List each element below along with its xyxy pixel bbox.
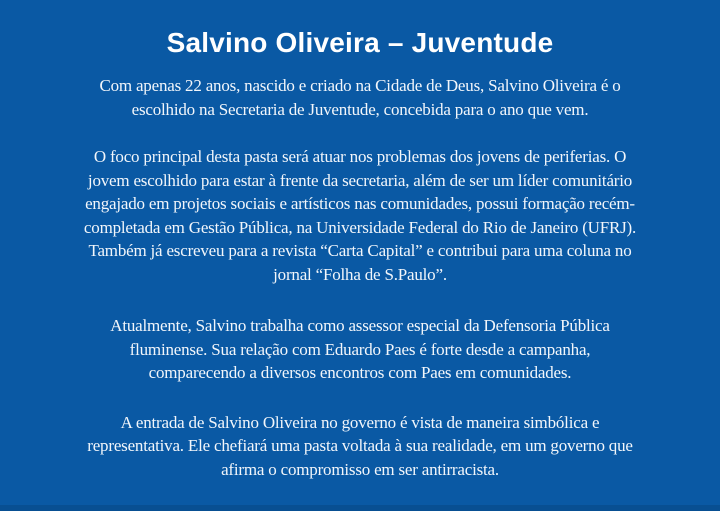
text-line: comparecendo a diversos encontros com Paes em comunidades. xyxy=(148,363,572,382)
paragraph-current-role xyxy=(20,314,700,385)
text-line: representativa. Ele chefiará uma pasta voltada à sua realidade, em um governo que xyxy=(87,436,633,455)
text-line: afirma o compromisso em ser antirracista. xyxy=(221,459,499,479)
text-line: engajado em projetos sociais e artísticos nas comunidades, possui formação recém- xyxy=(85,194,635,213)
footer-strip xyxy=(0,505,720,511)
text-line: Também já escreveu para a revista “Carta Capital” e contribui para uma coluna no xyxy=(88,241,632,260)
paragraph-intro xyxy=(20,74,700,121)
paragraph-focus xyxy=(20,145,700,286)
text-line: Com apenas 22 anos, nascido e criado na Cidade de Deus, Salvino Oliveira é o xyxy=(99,76,621,95)
text-line: jornal “Folha de S.Paulo”. xyxy=(273,264,447,284)
text-line: O foco principal desta pasta será atuar nos problemas dos jovens de periferias. O xyxy=(93,147,627,166)
text-line: A entrada de Salvino Oliveira no governo é vista de maneira simbólica e xyxy=(120,412,600,432)
text-line: Atualmente, Salvino trabalha como assessor especial da Defensoria Pública xyxy=(110,316,610,335)
text-line: jovem escolhido para estar à frente da secretaria, além de ser um líder comunitário xyxy=(87,170,633,190)
text-line: escolhido na Secretaria de Juventude, concebida para o ano que vem. xyxy=(131,99,589,119)
page-title: Salvino Oliveira – Juventude xyxy=(166,27,554,58)
paragraph-significance xyxy=(20,411,700,482)
text-line: completada em Gestão Pública, na Universidade Federal do Rio de Janeiro (UFRJ). xyxy=(83,217,637,237)
text-line: fluminense. Sua relação com Eduardo Paes é forte desde a campanha, xyxy=(129,339,591,359)
